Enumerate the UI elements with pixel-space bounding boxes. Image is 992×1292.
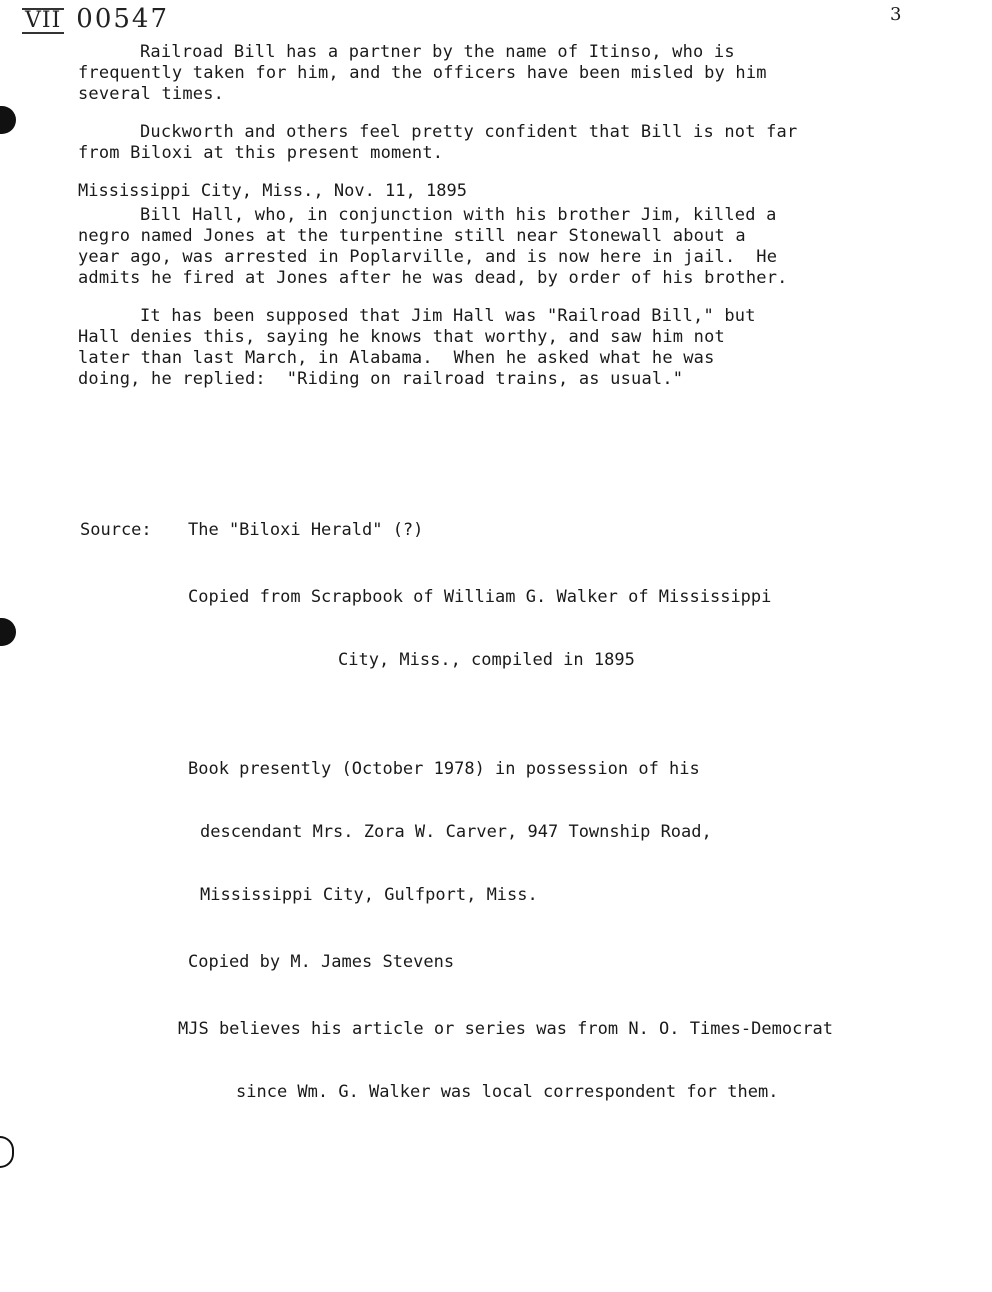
paragraph-3: Bill Hall, who, in conjunction with his brother Jim, killed a negro named Jones at the turpentine still near Stonewall about a year ago, was arrested in Poplarville, and is now here in jail. He admits he fired at Jones after he was dead, by order of his brother. xyxy=(78,205,788,288)
page-number: 3 xyxy=(890,4,902,25)
document-number: 00547 xyxy=(76,4,169,34)
source-label: Source: xyxy=(80,520,152,540)
source-newspaper: The "Biloxi Herald" (?) xyxy=(188,520,424,540)
paragraph-2: Duckworth and others feel pretty confident that Bill is not far from Biloxi at this present moment. xyxy=(78,122,798,163)
roman-numeral: VII xyxy=(22,8,64,34)
paragraph-4: It has been supposed that Jim Hall was "Railroad Bill," but Hall denies this, saying he knows that worthy, and saw him not later than last March, in Alabama. When he asked what he was doing, he replied: "Riding on railroad trains, as usual." xyxy=(78,306,756,389)
punch-hole-icon xyxy=(0,1136,14,1168)
paragraph-1: Railroad Bill has a partner by the name of Itinso, who is frequently taken for him, and the officers have been misled by him several times. xyxy=(78,42,767,104)
dateline: Mississippi City, Miss., Nov. 11, 1895 xyxy=(78,181,467,201)
source-items xyxy=(178,520,968,1149)
archive-stamp xyxy=(22,4,169,34)
source-scrapbook: Copied from Scrapbook of William G. Walker of Mississippi City, Miss., compiled in 1895 xyxy=(188,587,772,670)
source-copied-by: Copied by M. James Stevens xyxy=(188,952,455,972)
source-note: MJS believes his article or series was from N. O. Times-Democrat since Wm. G. Walker was local correspondent for them. xyxy=(178,1019,834,1102)
punch-hole-icon xyxy=(0,106,16,134)
source-book-location: Book presently (October 1978) in possession of his descendant Mrs. Zora W. Carver, 947 Township Road, Mississippi City, Gulfport, Miss. xyxy=(188,759,712,905)
punch-hole-icon xyxy=(0,618,16,646)
article-body xyxy=(78,42,958,407)
